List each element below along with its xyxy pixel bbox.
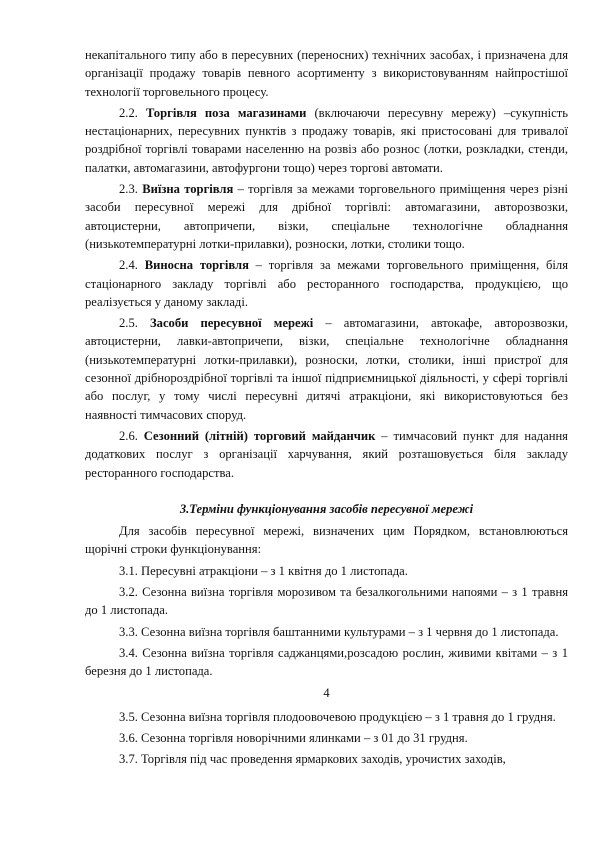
section-intro: Для засобів пересувної мережі, визначених цим Порядком, встановлюються щорічні строки функціонування: bbox=[85, 524, 568, 557]
item-number: 2.6. bbox=[119, 428, 144, 443]
page-number: 4 bbox=[323, 685, 330, 700]
term-3-6: 3.6. Сезонна торгівля новорічними ялинками – з 01 до 31 грудня. bbox=[119, 731, 468, 746]
term-bold: Засоби пересувної мережі bbox=[150, 316, 314, 331]
definition-text: – автомагазини, автокафе, авторозвозки, автоцистерни, лавки-автопричепи, візки, спеціальне технологічне обладнання (низькотемпературні лотки-прилавки), розноски, лотки, столики, інші пристрої для сезонної дрібнороздрібної торгівлі та іншої підприємницької діяльності, у сфері торгівлі або послуг, у тому числі пересувні дитячі атракціони, які використовуються без наявності тимчасових споруд. bbox=[85, 316, 568, 422]
definition-text: – тимчасовий пункт для надання додаткових послуг з організації харчування, який розташовується біля закладу ресторанного господарства. bbox=[85, 428, 568, 480]
definition-2-2 bbox=[85, 104, 568, 177]
item-number: 2.2. bbox=[119, 105, 146, 120]
term-3-3: 3.3. Сезонна виїзна торгівля баштанними культурами – з 1 червня до 1 листопада. bbox=[119, 624, 559, 639]
term-3-2: 3.2. Сезонна виїзна торгівля морозивом та безалкогольними напоями – з 1 травня до 1 листопада. bbox=[85, 585, 568, 618]
term-3-4: 3.4. Сезонна виїзна торгівля саджанцями,розсадою рослин, живими квітами – з 1 березня до 1 листопада. bbox=[85, 645, 568, 679]
definition-2-6 bbox=[85, 427, 568, 482]
term-3-7: 3.7. Торгівля під час проведення ярмаркових заходів, урочистих заходів, bbox=[119, 752, 506, 767]
term-3-5: 3.5. Сезонна виїзна торгівля плодоовочевою продукцією – з 1 травня до 1 грудня. bbox=[119, 709, 556, 724]
definition-2-4 bbox=[85, 256, 568, 311]
definition-2-5 bbox=[85, 314, 568, 424]
item-number: 2.3. bbox=[119, 182, 143, 197]
term-bold: Виїзна торгівля bbox=[142, 182, 234, 197]
definition-text: (включаючи пересувну мережу) –сукупність нестаціонарних, пересувних пунктів з продажу товарів, які пристосовані для тривалої роздрібної торгівлі товарами населенню на розвіз або рознос (лотки, розкладки, стенди, палатки, автомагазини, автофургони тощо) через торгові автомати. bbox=[85, 105, 568, 175]
section-heading: 3.Терміни функціонування засобів пересувної мережі bbox=[179, 501, 474, 516]
item-number: 2.5. bbox=[119, 316, 151, 331]
definition-text: – торгівля за межами торговельного приміщення через різні засоби пересувної мережі для дрібної торгівлі: автомагазини, авторозвозки, автоцистерни, автопричепи, візки, спеціальне технологічне обладнання (низькотемпературні лотки-прилавки), розноски, лотки, столики тощо. bbox=[85, 182, 568, 251]
definition-text: – торгівля за межами торговельного приміщення, біля стаціонарного закладу торгівлі або ресторанного господарства, продукцією, що реалізується у даному закладі. bbox=[85, 258, 568, 309]
item-number: 2.4. bbox=[119, 258, 145, 273]
term-bold: Торгівля поза магазинами bbox=[145, 105, 307, 120]
intro-paragraph: некапітального типу або в пересувних (переносних) технічних засобах, і призначена для організації продажу товарів певного асортименту з використовуванням найпростішої технології торговельного процесу. bbox=[85, 48, 568, 99]
term-bold: Виносна торгівля bbox=[144, 258, 249, 273]
definition-2-3 bbox=[85, 180, 568, 253]
term-bold: Сезонний (літній) торговий майданчик bbox=[143, 428, 376, 443]
document-page bbox=[85, 46, 568, 772]
term-3-1: 3.1. Пересувні атракціони – з 1 квітня до 1 листопада. bbox=[119, 563, 408, 578]
